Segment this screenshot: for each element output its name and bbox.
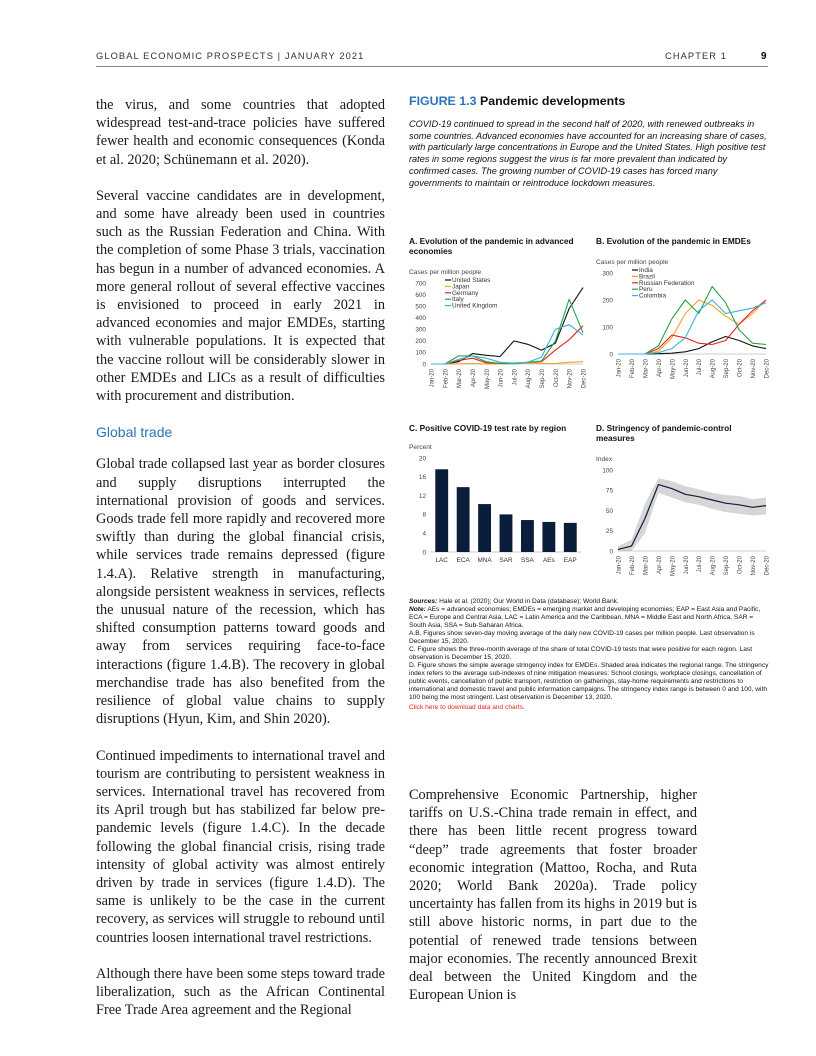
x-tick-label: May-20 — [670, 359, 677, 380]
x-tick-label: Apr-20 — [470, 369, 477, 388]
left-column — [96, 96, 385, 1037]
right-column — [409, 786, 697, 1022]
y-tick-label: 700 — [415, 280, 426, 288]
panel-c — [409, 423, 589, 589]
x-tick-label: Jul-20 — [697, 359, 704, 376]
y-tick-label: 0 — [422, 361, 426, 369]
y-tick-label: 25 — [605, 528, 613, 536]
x-tick-label: Oct-20 — [737, 556, 744, 575]
y-tick-label: 8 — [422, 511, 426, 519]
chart-d — [596, 443, 772, 603]
x-tick-label: May-20 — [670, 556, 677, 577]
chart-b — [596, 246, 772, 404]
y-tick-label: 0 — [422, 549, 426, 557]
y-tick-label: 100 — [602, 324, 613, 332]
figure-title-text: Pandemic developments — [479, 94, 626, 108]
x-tick-label: MNA — [477, 557, 492, 564]
x-tick-label: Aug-20 — [710, 359, 717, 379]
x-tick-label: ECA — [456, 557, 470, 564]
y-tick-label: 200 — [415, 338, 426, 346]
y-axis-label: Cases per million people — [596, 259, 669, 266]
paragraph: Global trade collapsed last year as border closures and supply disruptions interrupted the international provision of goods and services. Goods trade fell more rapidly and recovered more swiftly than during the global financial crisis, while services trade remains depressed (figure 1.4.A). Relative strength in manufacturing, alongside persistent weakness in services, reflects the unusual nature of the recession, which has shifted consumption patterns toward goods and away from services requiring face-to-face interactions (figure 1.4.B). The recovery in global merchandise trade has also benefited from the resilience of global value chains to supply disruptions (Hyun, Kim, and Shin 2020). — [96, 456, 385, 728]
y-tick-label: 75 — [605, 487, 613, 495]
legend-entry: United Kingdom — [452, 302, 498, 310]
x-tick-label: Feb-20 — [629, 556, 636, 576]
x-tick-label: Jul-20 — [512, 369, 519, 386]
paragraph: Although there have been some steps toward trade liberalization, such as the African Continental Free Trade Area agreement and the Regional — [96, 965, 385, 1019]
y-tick-label: 400 — [415, 315, 426, 323]
x-tick-label: Oct-20 — [553, 369, 560, 388]
y-tick-label: 50 — [605, 507, 613, 515]
legend-entry: Italy — [452, 296, 464, 304]
panel-title: D. Stringency of pandemic-control measures — [596, 423, 732, 443]
note-ab: A.B. Figures show seven-day moving average of the daily new COVID-19 cases per million people. Last observation is December 15, 2020. — [409, 630, 755, 645]
note-label: Note: — [409, 606, 426, 613]
x-tick-label: Sep-20 — [724, 359, 731, 379]
figure-label: FIGURE 1.3 — [409, 94, 477, 108]
x-tick-label: Feb-20 — [443, 369, 450, 389]
legend-entry: Russian Federation — [639, 279, 695, 287]
paragraph: Continued impediments to international travel and tourism are contributing to persistent weakness in services. International travel has recovered from its April trough but has stabilized far below pre-pandemic levels (figure 1.4.C). In the decade following the global financial crisis, rising trade intensity of global activity was almost entirely driven by trade in services (figure 1.4.D). The same is unlikely to be the case in the current recovery, as services will struggle to rebound until countries loosen international travel restrictions. — [96, 747, 385, 946]
x-tick-label: Aug-20 — [526, 369, 533, 389]
figure-header — [409, 94, 769, 189]
x-tick-label: Jul-20 — [697, 556, 704, 573]
sources-text: Hale et al. (2020); Our World in Data (database); World Bank. — [439, 598, 619, 605]
y-tick-label: 12 — [418, 492, 426, 500]
bar-aes — [542, 522, 555, 552]
x-tick-label: Jun-20 — [683, 359, 690, 378]
x-tick-label: Jan-20 — [429, 369, 436, 388]
x-tick-label: LAC — [435, 557, 448, 564]
bar-lac — [435, 469, 448, 552]
legend-entry: Japan — [452, 283, 470, 291]
x-tick-label: Apr-20 — [656, 359, 663, 378]
x-tick-label: Apr-20 — [656, 556, 663, 575]
header-rule — [96, 66, 768, 67]
y-axis-label: Index — [596, 456, 613, 463]
legend-entry: Peru — [639, 286, 653, 294]
figure-notes — [409, 598, 769, 712]
x-tick-label: Jun-20 — [683, 556, 690, 575]
series-line-india — [618, 337, 766, 355]
series-line-russian-federation — [618, 300, 766, 354]
x-tick-label: Feb-20 — [629, 359, 636, 379]
y-tick-label: 20 — [418, 455, 426, 463]
note-text: AEs = advanced economies; EMDEs = emerging market and developing economies; EAP = East Asia and Pacific, ECA = Europe and Central Asia, LAC = Latin America and the Caribbean, MNA = Middle East and North Africa, SAR = South Asia, SSA = Sub-Saharan Africa. — [409, 606, 761, 629]
paragraph: Several vaccine candidates are in development, and some have already been used in countries such as the Russian Federation and China. With the completion of some Phase 3 trials, vaccination has begun in a number of advanced economies. A more general rollout of several effective vaccines is envisioned to proceed in early 2021 in advanced economies and major EMDEs, starting with vulnerable populations. It is expected that the vaccine rollout will be considerably slower in other EMDEs and LICs as a result of difficulties with procurement and distribution. — [96, 187, 385, 405]
x-tick-label: Oct-20 — [737, 359, 744, 378]
y-tick-label: 600 — [415, 291, 426, 299]
y-tick-label: 300 — [415, 326, 426, 334]
panel-title: B. Evolution of the pandemic in EMDEs — [596, 236, 751, 246]
x-tick-label: SSA — [521, 557, 534, 564]
running-header: GLOBAL ECONOMIC PROSPECTS | JANUARY 2021 — [96, 51, 365, 61]
series-line-brazil — [618, 300, 766, 354]
y-axis-label: Percent — [409, 444, 432, 451]
y-tick-label: 100 — [415, 349, 426, 357]
x-tick-label: EAP — [563, 557, 577, 564]
y-tick-label: 200 — [602, 297, 613, 305]
x-tick-label: Sep-20 — [724, 556, 731, 576]
y-tick-label: 300 — [602, 270, 613, 278]
x-tick-label: Nov-20 — [751, 556, 758, 576]
legend-entry: Colombia — [639, 292, 666, 300]
legend-entry: Germany — [452, 289, 479, 297]
panel-title: A. Evolution of the pandemic in advanced economies — [409, 236, 574, 256]
x-tick-label: Jan-20 — [616, 556, 623, 575]
section-heading: Global trade — [96, 424, 173, 441]
x-tick-label: SAR — [499, 557, 513, 564]
y-tick-label: 4 — [422, 530, 426, 538]
figure-subtitle: COVID-19 continued to spread in the second half of 2020, with renewed outbreaks in some countries. Advanced economies have accounted for an increasing share of cases, with particularly large concentrations in Europe and the United States. High positive test rates in some regions suggest the virus is far more prevalent than indicated by confirmed cases. The growing number of COVID-19 cases has forced many governments to maintain or reintroduce lockdown measures. — [409, 119, 767, 188]
x-tick-label: Mar-20 — [643, 359, 650, 379]
x-tick-label: Nov-20 — [567, 369, 574, 389]
x-tick-label: May-20 — [484, 369, 491, 390]
chapter-label: CHAPTER 1 — [665, 51, 728, 61]
series-line-colombia — [618, 300, 766, 354]
sources-label: Sources: — [409, 598, 438, 605]
x-tick-label: Dec-20 — [764, 359, 771, 379]
legend-entry: United States — [452, 277, 491, 284]
x-tick-label: Dec-20 — [764, 556, 771, 576]
y-tick-label: 100 — [602, 467, 613, 475]
legend-entry: India — [639, 267, 653, 274]
regional-range-area — [618, 478, 766, 551]
y-tick-label: 500 — [415, 303, 426, 311]
x-tick-label: Aug-20 — [710, 556, 717, 576]
bar-eca — [457, 487, 470, 552]
paragraph: Comprehensive Economic Partnership, higher tariffs on U.S.-China trade remain in effect, and there has been little recent progress toward “deep” trade agreements that foster broader economic integration (Mattoo, Rocha, and Ruta 2020; World Bank 2020a). Trade policy uncertainty has fallen from its highs in 2019 but is still above historic norms, in part due to the potential of renewed trade tensions between major economies. The recently announced Brexit deal between the United Kingdom and the European Union is — [409, 787, 697, 1004]
bar-sar — [500, 514, 513, 552]
y-tick-label: 0 — [609, 351, 613, 359]
download-link[interactable]: Click here to download data and charts. — [409, 704, 525, 711]
y-tick-label: 0 — [609, 548, 613, 556]
chart-a — [409, 256, 589, 414]
x-tick-label: Mar-20 — [457, 369, 464, 389]
figure-title — [409, 94, 769, 108]
legend-entry: Brazil — [639, 273, 655, 281]
note-c: C. Figure shows the three-month average of the share of total COVID-19 tests that were positive for each region. Last observation is December 15, 2020. — [409, 646, 753, 661]
chart-c — [409, 433, 589, 589]
bar-ssa — [521, 520, 534, 552]
note-d: D. Figure shows the simple average stringency index for EMDEs. Shaded area indicates the regional range. The stringency index refers to the average sub-indexes of nine mitigation measures: School closings, workplace closings, cancellation of public events, cancellation of public transport, restriction on gatherings, stay-home requirements and restrictions to international and domestic travel and public information campaigns. The stringency index range is between 0 and 100, with 100 being the most stringent. Last observation is December 13, 2020. — [409, 662, 769, 701]
paragraph: the virus, and some countries that adopted widespread test-and-trace policies have suffered fewer health and economic consequences (Konda et al. 2020; Schünemann et al. 2020). — [96, 97, 385, 168]
panel-a — [409, 236, 589, 414]
bar-mna — [478, 504, 491, 552]
x-tick-label: Jun-20 — [498, 369, 505, 388]
x-tick-label: Jan-20 — [616, 359, 623, 378]
x-tick-label: AEs — [542, 557, 555, 564]
y-axis-label: Cases per million people — [409, 269, 482, 276]
y-tick-label: 16 — [418, 474, 426, 482]
x-tick-label: Dec-20 — [581, 369, 588, 389]
page-number: 9 — [761, 51, 767, 62]
panel-d — [596, 423, 772, 603]
panel-title: C. Positive COVID-19 test rate by region — [409, 423, 567, 433]
x-tick-label: Nov-20 — [751, 359, 758, 379]
panel-b — [596, 236, 772, 404]
x-tick-label: Sep-20 — [540, 369, 547, 389]
bar-eap — [564, 523, 577, 552]
x-tick-label: Mar-20 — [643, 556, 650, 576]
